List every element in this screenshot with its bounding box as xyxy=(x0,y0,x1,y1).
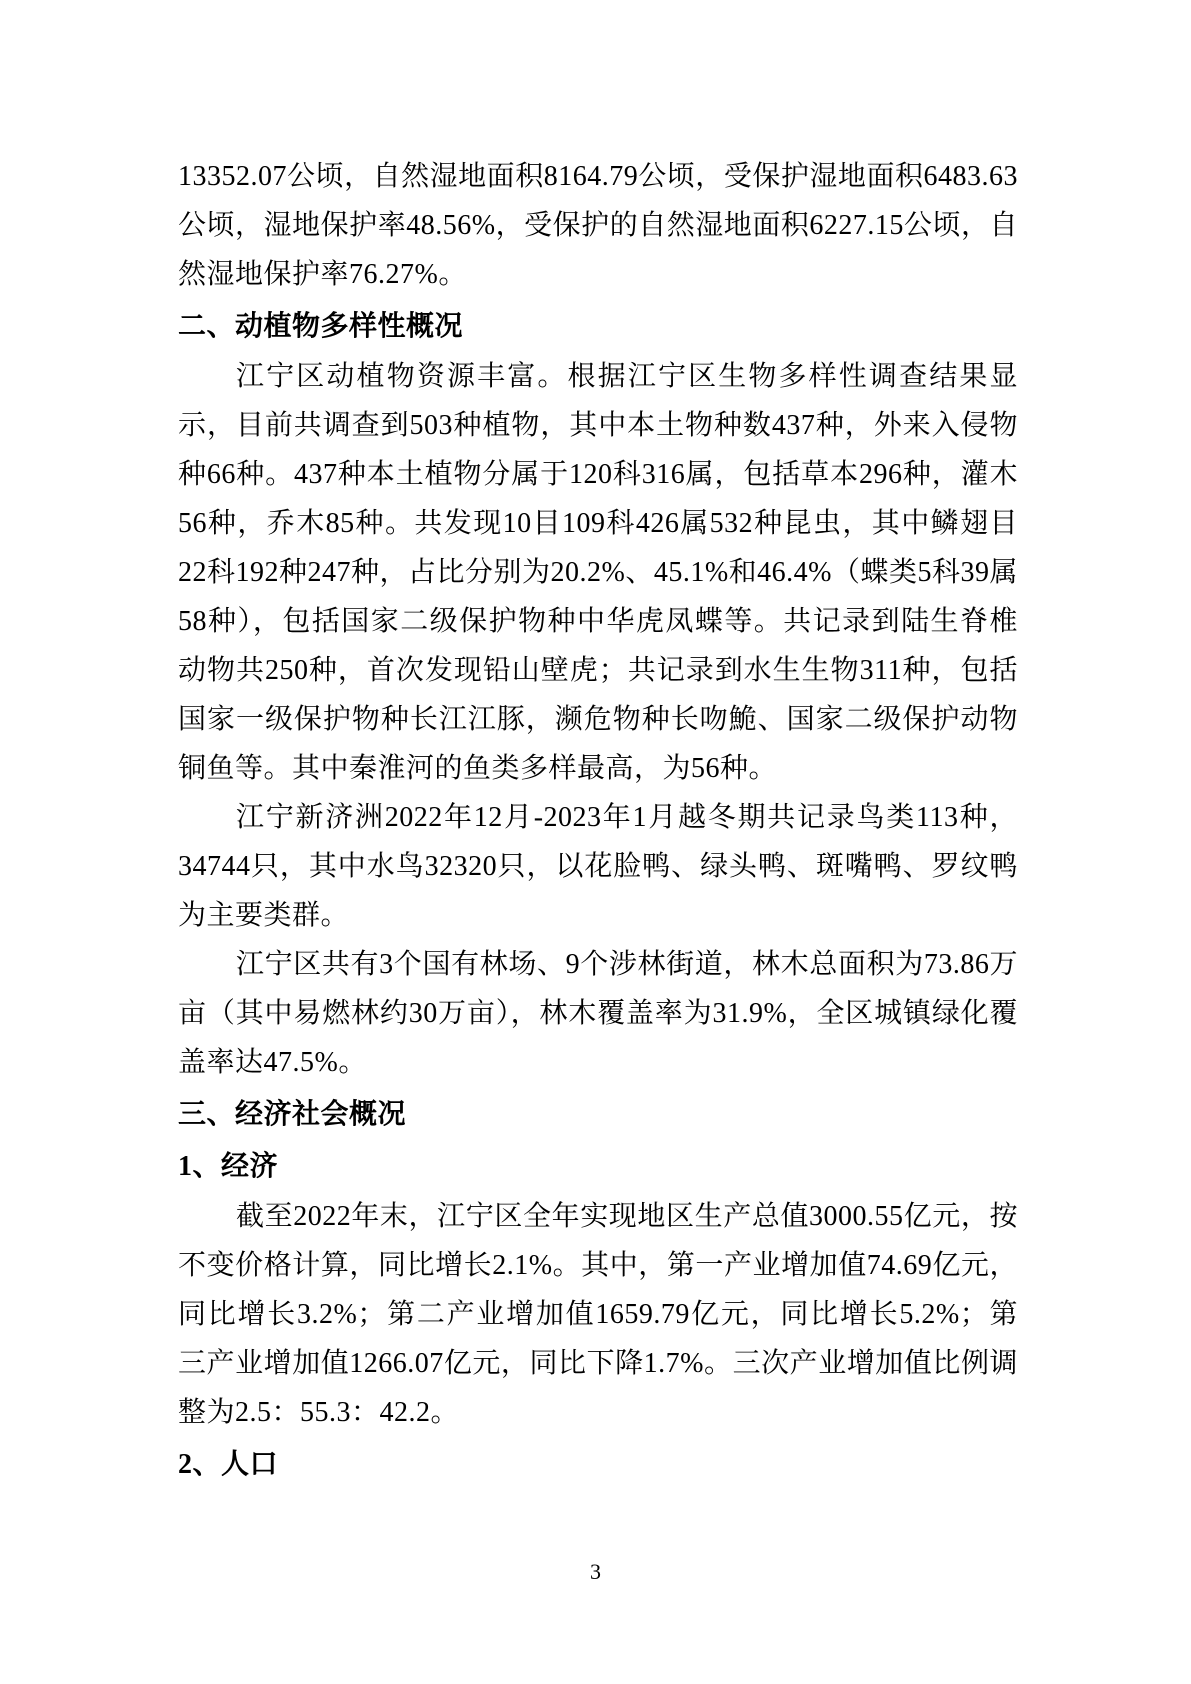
paragraph: 江宁新济洲2022年12月-2023年1月越冬期共记录鸟类113种，34744只，其中水鸟32320只，以花脸鸭、绿头鸭、斑嘴鸭、罗纹鸭为主要类群。 xyxy=(178,802,1018,931)
paragraph: 截至2022年末，江宁区全年实现地区生产总值3000.55亿元，按不变价格计算，同比增长2.1%。其中，第一产业增加值74.69亿元，同比增长3.2%；第二产业增加值1659.79亿元，同比增长5.2%；第三产业增加值1266.07亿元，同比下降1.7%。三次产业增加值比例调整为2.5：55.3：42.2。 xyxy=(178,1201,1018,1428)
paragraph: 13352.07公顷，自然湿地面积8164.79公顷，受保护湿地面积6483.63公顷，湿地保护率48.56%，受保护的自然湿地面积6227.15公顷，自然湿地保护率76.27%。 xyxy=(178,161,1018,290)
section-heading: 二、动植物多样性概况 xyxy=(178,311,464,342)
section-heading: 三、经济社会概况 xyxy=(178,1099,407,1130)
paragraph: 江宁区动植物资源丰富。根据江宁区生物多样性调查结果显示，目前共调查到503种植物，其中本土物种数437种，外来入侵物种66种。437种本土植物分属于120科316属，包括草本296种，灌木56种，乔木85种。共发现10目109科426属532种昆虫，其中鳞翅目22科192种247种，占比分别为20.2%、45.1%和46.4%（蝶类5科39属58种），包括国家二级保护物种中华虎凤蝶等。共记录到陆生脊椎动物共250种，首次发现铅山壁虎；共记录到水生生物311种，包括国家一级保护物种长江江豚，濒危物种长吻鮠、国家二级保护动物铜鱼等。其中秦淮河的鱼类多样最高，为56种。 xyxy=(178,361,1018,784)
page-number: 3 xyxy=(590,1559,601,1584)
paragraph: 江宁区共有3个国有林场、9个涉林街道，林木总面积为73.86万亩（其中易燃林约30万亩），林木覆盖率为31.9%，全区城镇绿化覆盖率达47.5%。 xyxy=(178,949,1018,1078)
section-heading: 1、经济 xyxy=(178,1151,279,1182)
document-content xyxy=(178,152,1018,1490)
section-heading: 2、人口 xyxy=(178,1449,279,1480)
